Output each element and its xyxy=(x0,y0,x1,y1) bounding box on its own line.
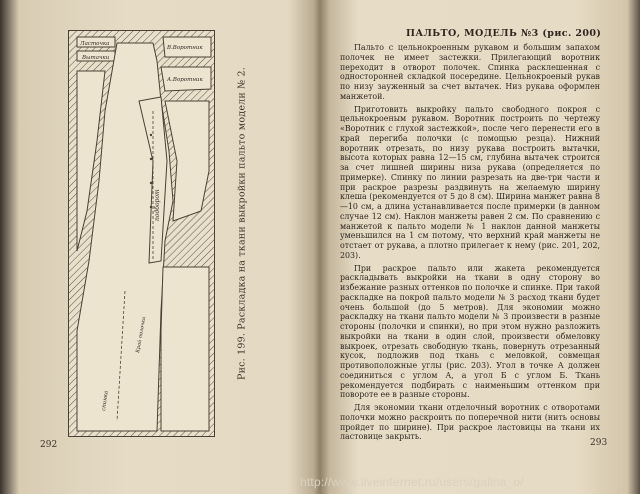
button-mark xyxy=(150,134,152,136)
button-mark xyxy=(150,206,152,208)
paragraph: Пальто с цельнокроенным рукавом и большим запахом полочек не имеет застежки. Прилегающий воротник переходит в отворот полочек. Спинка расклешенная с односторонней складкой посередине. Цельнокроеный рукав по низу зауженный за счет вытачек. Низ рукава оформлен манжетой. xyxy=(340,43,600,101)
section-heading: ПАЛЬТО, МОДЕЛЬ №3 (рис. 200) xyxy=(406,28,602,39)
button-mark xyxy=(150,158,152,160)
figure-caption: Рис. 199. Раскладка на ткани выкройки пальто модели № 2. xyxy=(236,66,248,380)
piece-skirt xyxy=(161,267,209,431)
label-vytachki: Вытачки xyxy=(82,55,110,61)
page-number-left: 292 xyxy=(40,440,58,450)
paragraph: Для экономии ткани отделочный воротник с отворотами полочки можно раскроить по поперечной нити (нить основы пройдет по ширине). При раскрое ластовицы на ткани их ластовице закрыть. xyxy=(340,403,600,442)
paragraph: Приготовить выкройку пальто свободного покроя с цельнокроеным рукавом. Воротник построить по чертежу «Воротник с глухой застежкой», после чего перенести его в край перегиба полочки (с помощью резца). Нижний воротник отрезать, по низу рукава построить вытачки, высота которых равна 12—15 см, глубина вытачек строится за счет лишней ширины низа рукава (определяется по примерке). Спинку по линии разрезать на две-три части и при раскрое разрезы раздвинуть на желаемую ширину клеша (рекомендуется от 5 до 8 см). Ширина манжет равна 8—10 см, а длина устанавливается после примерки (в данном случае 12 см). Наклон манжеты равен 2 см. По сравнению с манжетой к пальто модели № 1 наклон данной манжеты уменьшился на 1 см потому, что верхний край манжеты не отстает от рукава, а плотно прилегает к нему (рис. 201, 202, 203). xyxy=(340,104,600,260)
label-collar-a: А.Воротник xyxy=(167,77,203,83)
label-podborot: подборот xyxy=(154,189,161,221)
pattern-layout-figure xyxy=(68,30,215,437)
button-mark xyxy=(150,182,152,184)
paragraph: При раскрое пальто или жакета рекомендуется раскладывать выкройки на ткани в одну сторону во избежание разных оттенков по полочке и спинке. При такой раскладке на покрой пальто модели № 3 расход ткани будет очень большой (до 5 метров). Для экономии можно раскладку на ткани пальто модели № 3 произвести в разные стороны (полочки и спинки), но при этом нужно разложить выкройки на ткани в один слой, произвести обмеловку выкроек, отрезать свободную ткань, повернуть отрезанный кусок, подложив под ткань с меловкой, совмещая противоположные углы (рис. 203). Угол в точке А должен соединиться с углом А, а угол Б с углом Б. Ткань рекомендуется подбирать с наименьшим оттенком при повороте ее в разные стороны. xyxy=(340,263,600,400)
source-watermark: http://www.liveinternet.ru/users/galina_o/ xyxy=(300,475,524,489)
label-lastochka: Ласточка xyxy=(80,41,110,47)
body-text xyxy=(340,43,600,445)
page-number-right: 293 xyxy=(590,438,608,448)
label-kray-polochki: Край полочки xyxy=(135,316,148,354)
label-collar-b: В.Воротник xyxy=(167,45,203,51)
label-spinka: спинка xyxy=(101,390,110,412)
pattern-drawing xyxy=(69,31,214,436)
